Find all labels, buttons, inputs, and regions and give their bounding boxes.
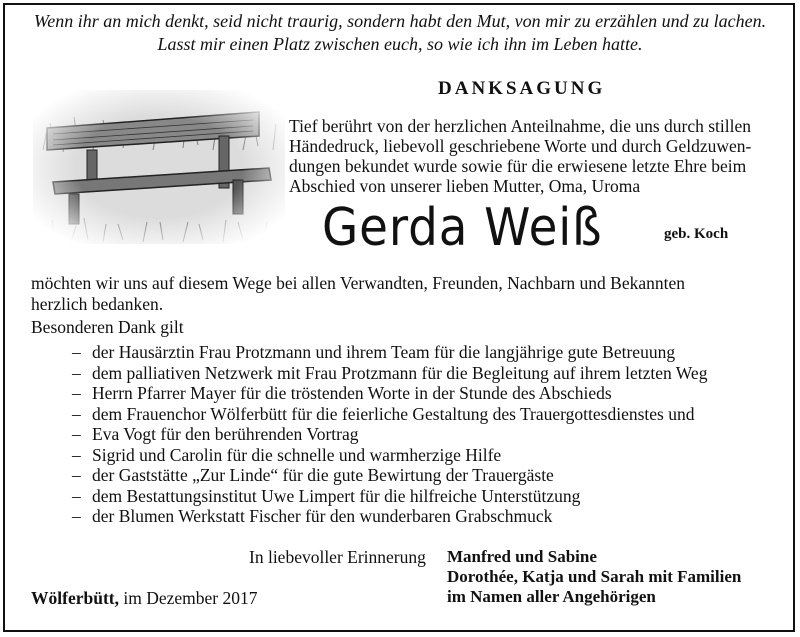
dash-bullet: – xyxy=(72,424,81,444)
dash-bullet: – xyxy=(72,342,81,362)
place: Wölferbütt, xyxy=(31,588,119,608)
maiden-name: geb. Koch xyxy=(664,226,729,242)
motto xyxy=(0,10,800,56)
intro-line: dungen bekundet wurde sowie für die erwiesene letzte Ehre beim xyxy=(289,156,747,176)
thanks-line: herzlich bedanken. xyxy=(31,294,164,314)
list-item xyxy=(72,383,707,404)
motto-line: Wenn ihr an mich denkt, seid nicht traurig, sondern habt den Mut, von mir zu erzählen und zu lachen. xyxy=(33,11,767,31)
list-item-text: dem palliativen Netzwerk mit Frau Protzmann für die Begleitung auf ihrem letzten Weg xyxy=(92,362,708,383)
intro-line: Tief berührt von der herzlichen Anteilnahme, die uns durch stillen xyxy=(289,116,752,136)
dash-bullet: – xyxy=(72,465,81,485)
list-item xyxy=(72,342,707,363)
list-item-text: dem Bestattungsinstitut Uwe Limpert für die hilfreiche Unterstützung xyxy=(92,485,581,506)
bench-photo xyxy=(33,90,285,244)
thanks-line: möchten wir uns auf diesem Wege bei allen Verwandten, Freunden, Nachbarn und Bekannten xyxy=(31,273,685,293)
signer-line: Dorothée, Katja und Sarah mit Familien xyxy=(447,567,742,586)
signer-line: im Namen aller Angehörigen xyxy=(447,587,656,606)
list-item-text: Eva Vogt für den berührenden Vortrag xyxy=(92,424,359,444)
list-item xyxy=(72,404,707,425)
special-thanks-list xyxy=(72,342,707,527)
special-thanks-label: Besonderen Dank gilt xyxy=(31,317,184,337)
heading-danksagung: DANKSAGUNG xyxy=(438,78,606,99)
memory-label: In liebevoller Erinnerung xyxy=(249,547,426,567)
list-item-text: Sigrid und Carolin für die schnelle und warmherzige Hilfe xyxy=(92,444,502,465)
dash-bullet: – xyxy=(72,403,81,424)
list-item xyxy=(72,424,707,445)
intro-line: Händedruck, liebevoll geschriebene Worte und durch Geldzuwen- xyxy=(289,136,752,156)
list-item-text: der Hausärztin Frau Protzmann und ihrem Team für die langjährige gute Betreuung xyxy=(92,342,676,362)
dash-bullet: – xyxy=(72,362,81,383)
list-item xyxy=(72,465,707,486)
thanks-text xyxy=(31,273,685,315)
list-item-text: der Gaststätte „Zur Linde“ für die gute Bewirtung der Trauergäste xyxy=(92,465,554,485)
motto-line: Lasst mir einen Platz zwischen euch, so wie ich ihn im Leben hatte. xyxy=(157,34,643,54)
list-item-text: Herrn Pfarrer Mayer für die tröstenden Worte in der Stunde des Abschieds xyxy=(92,383,612,403)
date: im Dezember 2017 xyxy=(123,588,258,608)
list-item xyxy=(72,486,707,507)
dash-bullet: – xyxy=(72,383,81,403)
signers xyxy=(447,547,741,607)
deceased-name: Gerda Weiß xyxy=(322,198,603,258)
list-item-text: der Blumen Werkstatt Fischer für den wunderbaren Grabschmuck xyxy=(92,506,553,526)
signer-line: Manfred und Sabine xyxy=(447,547,597,566)
list-item xyxy=(72,506,707,527)
dash-bullet: – xyxy=(72,485,81,506)
list-item xyxy=(72,445,707,466)
dash-bullet: – xyxy=(72,506,81,526)
list-item xyxy=(72,363,707,384)
intro-text xyxy=(289,116,789,196)
intro-line: Abschied von unserer lieben Mutter, Oma, Uroma xyxy=(289,176,641,196)
place-date xyxy=(31,588,257,609)
list-item-text: dem Frauenchor Wölferbütt für die feierliche Gestaltung des Trauergottesdienstes und xyxy=(92,403,695,424)
dash-bullet: – xyxy=(72,444,81,465)
